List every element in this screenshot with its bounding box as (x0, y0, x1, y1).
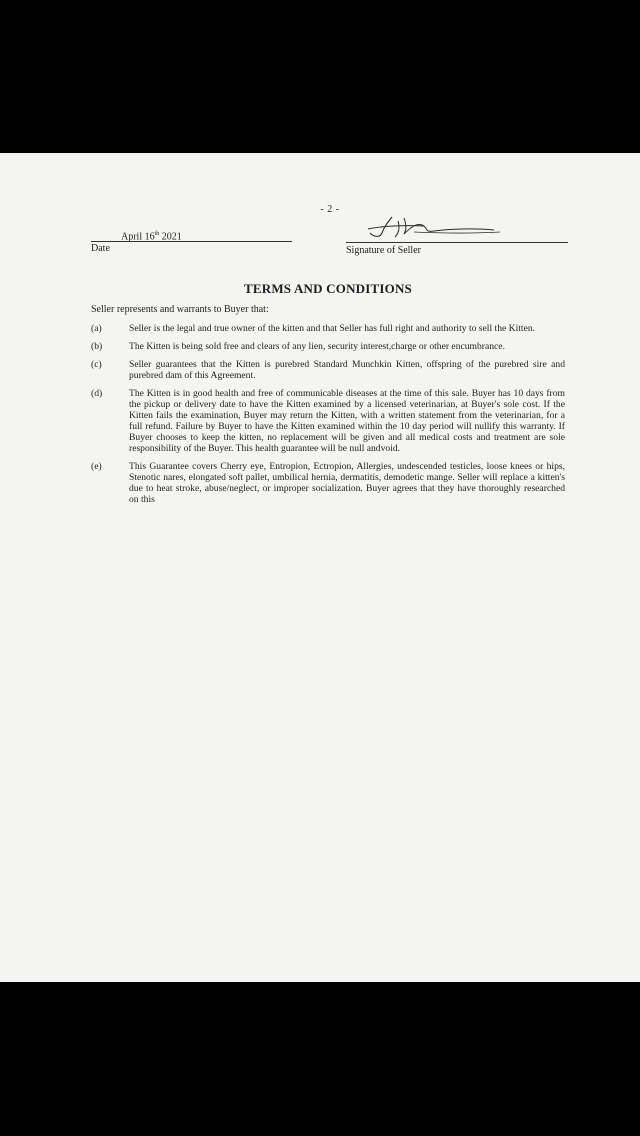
document-page (0, 153, 640, 982)
clause-b (91, 341, 565, 352)
clause-text: Seller guarantees that the Kitten is purebred Standard Munchkin Kitten, offspring of the purebred sire and purebred dam of this Agreement. (129, 359, 565, 381)
signature-field (346, 213, 568, 256)
date-value-prefix: April 16 (121, 231, 155, 243)
clause-text: Seller is the legal and true owner of the kitten and that Seller has full right and authority to sell the Kitten. (129, 323, 536, 334)
clause-text: The Kitten is in good health and free of communicable diseases at the time of this sale. Buyer has 10 days from the pickup or delivery date to have the Kitten examined by a licensed veterinarian, at Buyer's sole cost. If the Kitten fails the examination, Buyer may return the Kitten, with a written statement from the veterinarian, for a full refund. Failure by Buyer to have the Kitten examined within the 10 day period will nullify this warranty. If Buyer chooses to keep the kitten, no replacement will be given and all medical costs and treatment are sole responsibility of the Buyer. This health guarantee will be null andvoid. (129, 388, 565, 454)
terms-intro: Seller represents and warrants to Buyer that: (91, 304, 269, 315)
clause-c (91, 359, 565, 381)
clause-label: (b) (91, 341, 103, 352)
signature-caption: Signature of Seller (346, 245, 421, 256)
handwritten-signature (354, 213, 514, 241)
date-value-year: 2021 (159, 231, 182, 243)
page-number: - 2 - (320, 204, 340, 215)
clause-label: (a) (91, 323, 102, 334)
signature-line (346, 242, 568, 243)
date-value (91, 228, 292, 243)
clause-list (91, 323, 565, 512)
clause-label: (e) (91, 461, 102, 472)
terms-heading: TERMS AND CONDITIONS (244, 281, 412, 296)
clause-d (91, 388, 565, 454)
clause-label: (c) (91, 359, 102, 370)
clause-text: The Kitten is being sold free and clears of any lien, security interest,charge or other encumbrance. (129, 341, 505, 352)
clause-text: This Guarantee covers Cherry eye, Entropion, Ectropion, Allergies, undescended testicles, loose knees or hips, Stenotic nares, elongated soft pallet, umbilical hernia, dermatitis, demodetic mange. Seller will replace a kitten's due to heat stroke, abuse/neglect, or improper socialization. Buyer agrees that they have thoroughly researched on this (129, 461, 565, 505)
date-caption: Date (91, 243, 110, 254)
clause-e (91, 461, 565, 505)
date-field (91, 228, 292, 254)
clause-a (91, 323, 565, 334)
clause-label: (d) (91, 388, 103, 399)
date-value-ordinal: th (154, 231, 160, 237)
